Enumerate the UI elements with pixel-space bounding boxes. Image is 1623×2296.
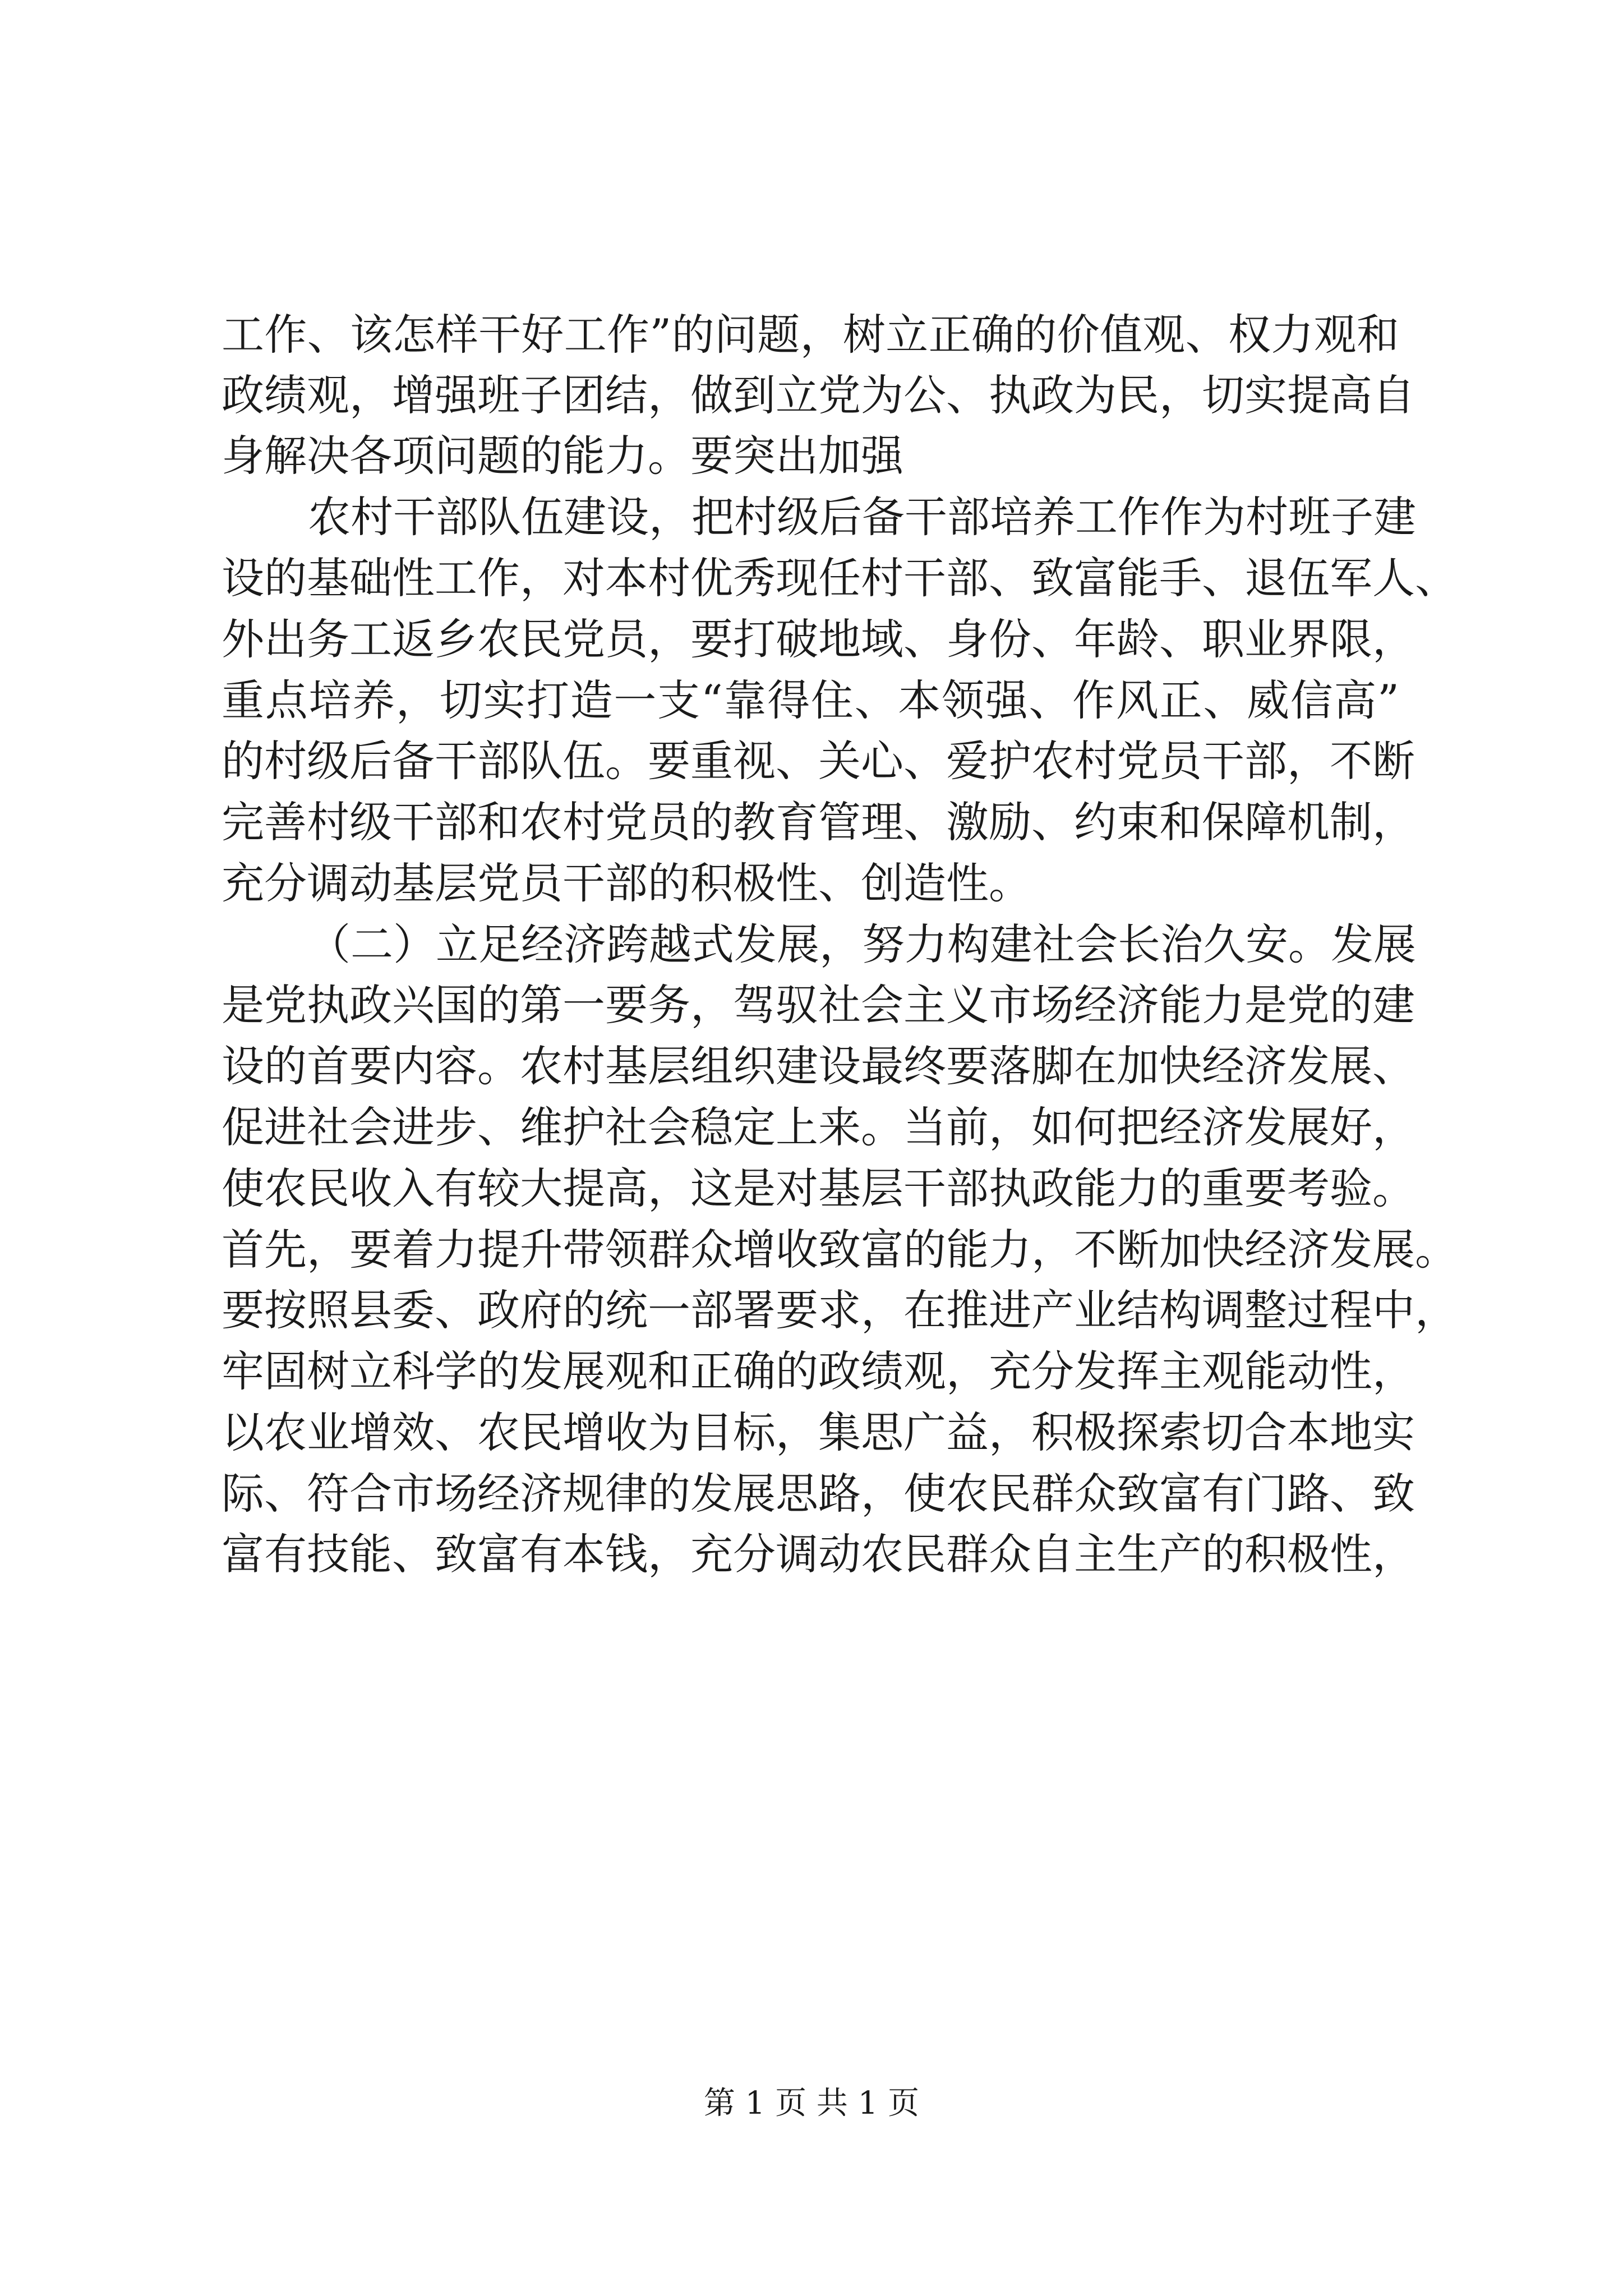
text-line-2: 政绩观，增强班子团结，做到立党为公、执政为民，切实提高自 [222, 370, 1415, 420]
text-line-3: 身解决各项问题的能力。要突出加强 [222, 431, 903, 481]
text-line-19: 以农业增效、农民增收为目标，集思广益，积极探索切合本地实 [222, 1407, 1415, 1457]
text-line-5: 设的基础性工作，对本村优秀现任村干部、致富能手、退伍军人、 [222, 553, 1458, 603]
text-line-6: 外出务工返乡农民党员，要打破地域、身份、年龄、职业界限， [222, 614, 1415, 664]
text-line-8: 的村级后备干部队伍。要重视、关心、爱护农村党员干部，不断 [222, 736, 1415, 786]
text-line-1: 工作、该怎样干好工作”的问题，树立正确的价值观、权力观和 [222, 310, 1399, 360]
text-line-7: 重点培养，切实打造一支“靠得住、本领强、作风正、威信高” [222, 675, 1399, 725]
text-line-17: 要按照县委、政府的统一部署要求，在推进产业结构调整过程中， [222, 1285, 1458, 1335]
text-line-11: （二）立足经济跨越式发展，努力构建社会长治久安。发展 [308, 919, 1416, 969]
text-line-10: 充分调动基层党员干部的积极性、创造性。 [222, 858, 1031, 908]
text-line-21: 富有技能、致富有本钱，充分调动农民群众自主生产的积极性， [222, 1529, 1415, 1579]
text-line-15: 使农民收入有较大提高，这是对基层干部执政能力的重要考验。 [222, 1163, 1415, 1213]
text-line-14: 促进社会进步、维护社会稳定上来。当前，如何把经济发展好， [222, 1102, 1415, 1152]
text-line-16: 首先，要着力提升带领群众增收致富的能力，不断加快经济发展。 [222, 1225, 1458, 1274]
text-line-4: 农村干部队伍建设，把村级后备干部培养工作作为村班子建 [308, 492, 1416, 542]
text-line-13: 设的首要内容。农村基层组织建设最终要落脚在加快经济发展、 [222, 1041, 1415, 1091]
page-number-footer: 第 1 页 共 1 页 [703, 2085, 920, 2122]
text-line-18: 牢固树立科学的发展观和正确的政绩观，充分发挥主观能动性， [222, 1346, 1415, 1396]
text-line-12: 是党执政兴国的第一要务，驾驭社会主义市场经济能力是党的建 [222, 980, 1415, 1030]
text-line-9: 完善村级干部和农村党员的教育管理、激励、约束和保障机制， [222, 797, 1415, 847]
text-line-20: 际、符合市场经济规律的发展思路，使农民群众致富有门路、致 [222, 1469, 1415, 1519]
